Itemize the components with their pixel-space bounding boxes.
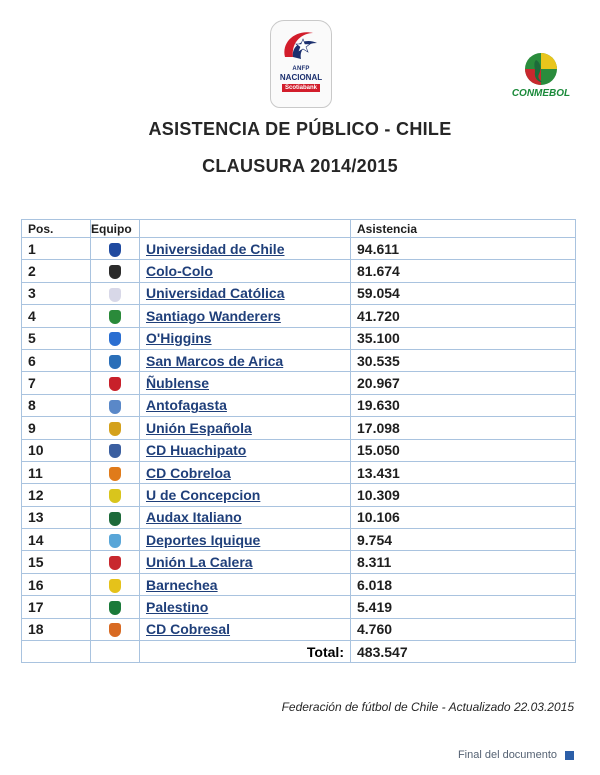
conmebol-globe-icon [524,52,558,86]
team-link[interactable]: Unión Española [146,419,252,436]
total-empty-2 [91,641,140,663]
row-pos: 6 [22,349,91,371]
row-team [140,305,351,327]
team-crest-cell [91,417,140,439]
team-link[interactable]: Deportes Iquique [146,531,261,548]
row-pos: 15 [22,551,91,573]
anfp-sponsor-text: Scotiabank [282,84,320,92]
row-pos: 14 [22,529,91,551]
team-link[interactable]: O'Higgins [146,330,212,347]
team-link[interactable]: CD Huachipato [146,442,247,459]
team-crest-icon [109,489,121,503]
table-row [22,461,576,483]
team-crest-cell [91,551,140,573]
team-link[interactable]: U de Concepcion [146,486,261,503]
team-crest-icon [109,377,121,391]
row-pos: 3 [22,282,91,304]
row-attendance: 4.760 [351,618,576,640]
table-row [22,327,576,349]
total-value: 483.547 [351,641,576,663]
team-crest-icon [109,243,121,257]
table-row [22,439,576,461]
row-pos: 11 [22,461,91,483]
row-pos: 7 [22,372,91,394]
row-team [140,372,351,394]
team-crest-cell [91,305,140,327]
team-crest-cell [91,573,140,595]
row-team [140,349,351,371]
row-pos: 18 [22,618,91,640]
row-attendance: 6.018 [351,573,576,595]
team-crest-icon [109,601,121,615]
header-pos: Pos. [22,220,91,238]
page-title: ASISTENCIA DE PÚBLICO - CHILE [148,119,452,139]
row-team [140,618,351,640]
team-link[interactable]: Colo-Colo [146,263,213,280]
team-link[interactable]: Unión La Calera [146,554,253,571]
team-link[interactable]: CD Cobresal [146,621,231,638]
anfp-swoosh-icon [279,27,323,65]
row-team [140,260,351,282]
row-team [140,506,351,528]
row-pos: 10 [22,439,91,461]
attendance-table [21,219,576,663]
row-team [140,573,351,595]
team-link[interactable]: Antofagasta [146,397,227,414]
row-attendance: 81.674 [351,260,576,282]
table-header-row [22,220,576,238]
row-attendance: 10.106 [351,506,576,528]
team-crest-cell [91,529,140,551]
team-link[interactable]: Barnechea [146,576,218,593]
table-row [22,417,576,439]
table-row [22,484,576,506]
anfp-nacional-text: NACIONAL [279,73,323,82]
team-crest-icon [109,332,121,346]
row-attendance: 41.720 [351,305,576,327]
row-team [140,596,351,618]
row-attendance: 10.309 [351,484,576,506]
row-pos: 16 [22,573,91,595]
team-crest-icon [109,288,121,302]
total-row [22,641,576,663]
team-crest-icon [109,422,121,436]
row-attendance: 8.311 [351,551,576,573]
table-row [22,349,576,371]
table-row [22,506,576,528]
team-link[interactable]: Palestino [146,598,209,615]
team-crest-icon [109,467,121,481]
row-attendance: 13.431 [351,461,576,483]
row-pos: 17 [22,596,91,618]
row-attendance: 35.100 [351,327,576,349]
row-team [140,484,351,506]
row-team [140,282,351,304]
header-equipo: Equipo [91,220,140,238]
total-label: Total: [140,641,351,663]
table-row [22,238,576,260]
team-link[interactable]: Universidad de Chile [146,240,285,257]
page-subtitle: CLAUSURA 2014/2015 [202,156,398,176]
team-link[interactable]: San Marcos de Arica [146,352,284,369]
row-attendance: 59.054 [351,282,576,304]
row-pos: 13 [22,506,91,528]
table-row [22,551,576,573]
row-team [140,461,351,483]
row-pos: 8 [22,394,91,416]
row-attendance: 15.050 [351,439,576,461]
row-pos: 9 [22,417,91,439]
end-square-icon [565,751,574,760]
table-row [22,618,576,640]
row-attendance: 20.967 [351,372,576,394]
team-crest-cell [91,260,140,282]
team-crest-icon [109,400,121,414]
row-pos: 2 [22,260,91,282]
row-team [140,551,351,573]
team-crest-cell [91,439,140,461]
team-crest-cell [91,618,140,640]
team-link[interactable]: Universidad Católica [146,285,285,302]
row-attendance: 19.630 [351,394,576,416]
team-link[interactable]: CD Cobreloa [146,464,231,481]
row-attendance: 30.535 [351,349,576,371]
team-crest-icon [109,623,121,637]
table-row [22,529,576,551]
header-blank [140,220,351,238]
row-pos: 4 [22,305,91,327]
table-row [22,394,576,416]
row-team [140,529,351,551]
anfp-text: ANFP [292,66,310,72]
team-crest-icon [109,579,121,593]
team-link[interactable]: Audax Italiano [146,509,242,526]
row-pos: 12 [22,484,91,506]
row-team [140,238,351,260]
row-pos: 1 [22,238,91,260]
conmebol-logo [505,52,577,108]
team-crest-cell [91,596,140,618]
team-crest-cell [91,484,140,506]
table-row [22,260,576,282]
row-team [140,327,351,349]
anfp-logo [270,20,332,108]
team-link[interactable]: Santiago Wanderers [146,307,281,324]
row-team [140,417,351,439]
team-link[interactable]: Ñublense [146,375,210,392]
team-crest-icon [109,355,121,369]
source-note: Federación de fútbol de Chile - Actualizado 22.03.2015 [281,700,574,714]
conmebol-text: CONMEBOL [511,88,571,99]
team-crest-cell [91,349,140,371]
row-attendance: 5.419 [351,596,576,618]
team-crest-icon [109,444,121,458]
row-attendance: 94.611 [351,238,576,260]
table-row [22,372,576,394]
team-crest-cell [91,327,140,349]
team-crest-cell [91,506,140,528]
table-row [22,596,576,618]
table-row [22,573,576,595]
team-crest-cell [91,461,140,483]
team-crest-icon [109,512,121,526]
total-empty-1 [22,641,91,663]
team-crest-icon [109,265,121,279]
row-attendance: 17.098 [351,417,576,439]
team-crest-icon [109,534,121,548]
team-crest-cell [91,394,140,416]
table-row [22,305,576,327]
row-team [140,439,351,461]
team-crest-cell [91,372,140,394]
end-of-document[interactable] [458,749,574,761]
team-crest-cell [91,238,140,260]
row-attendance: 9.754 [351,529,576,551]
table-row [22,282,576,304]
team-crest-cell [91,282,140,304]
team-crest-icon [109,310,121,324]
row-pos: 5 [22,327,91,349]
team-crest-icon [109,556,121,570]
end-label: Final del documento [457,749,557,761]
row-team [140,394,351,416]
header-asistencia: Asistencia [351,220,576,238]
